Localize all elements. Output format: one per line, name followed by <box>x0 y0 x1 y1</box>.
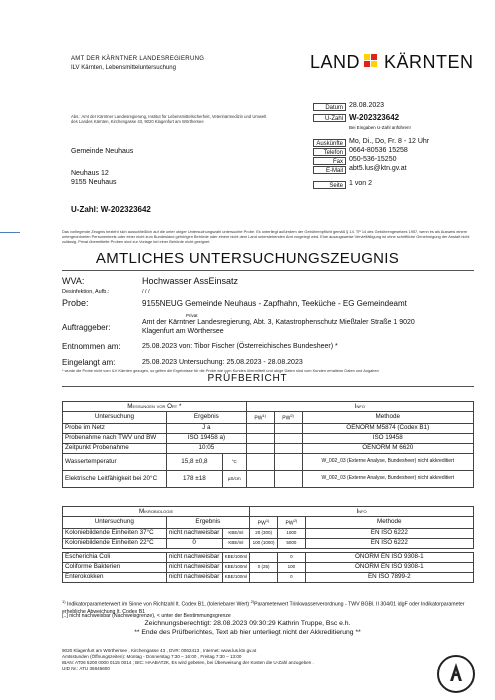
row-pw2: 5000 <box>278 538 306 548</box>
row-method: ÖNORM EN ISO 9308-1 <box>305 562 473 572</box>
row-method: ÖNORM EN ISO 9308-1 <box>305 552 473 562</box>
messungen-group-header: Messungen vor Ort * <box>63 402 247 412</box>
document-title: AMTLICHES UNTERSUCHUNGSZEUGNIS <box>95 250 400 267</box>
accreditation-seal-icon <box>437 655 475 693</box>
col-pw2: PW$^{2)}$ <box>274 412 302 424</box>
entnommen-label: Entnommen am: <box>62 342 121 351</box>
row-unit: °C <box>222 453 246 470</box>
table-row <box>63 562 474 572</box>
desinfektion-value: / / / <box>142 289 150 295</box>
row-result: nicht nachweisbar <box>166 552 222 562</box>
messungen-table <box>62 401 474 488</box>
row-result: J a <box>166 423 246 433</box>
row-pw1 <box>250 552 278 562</box>
row-method: W_002_03 (Externe Analyse, Bundesheer) nicht akkreditiert <box>302 453 473 470</box>
row-name: Elektrische Leitfähigkeit bei 20°C <box>63 470 167 487</box>
auftraggeber-label: Auftraggeber: <box>62 323 111 332</box>
row-unit: KBE/100ml <box>222 572 250 582</box>
row-name: Probenahme nach TWV und BW <box>63 433 167 443</box>
row-result: nicht nachweisbar <box>166 528 222 538</box>
entnommen-value: 25.08.2023 von: Tibor Fischer (Österreichisches Bundesheer) * <box>142 343 338 350</box>
row-result: nicht nachweisbar <box>166 562 222 572</box>
table-row <box>63 538 474 548</box>
pruefbericht-divider <box>62 386 474 387</box>
land-kaernten-logo-icon <box>364 54 380 70</box>
logo-land: LAND <box>310 52 361 72</box>
col-ergebnis: Ergebnis <box>166 517 249 529</box>
row-pw1: 20 (300) <box>250 528 278 538</box>
mikro-info-header: Info <box>250 507 474 517</box>
meta-footnote: * wurde die Probe nicht vom ILV Kärnten gezogen, so gelten die Ergebnisse für die Probe wie vom Kunden übermittelt und obige Daten sind vom Kunden erhaltene Daten und Angaben <box>62 368 379 373</box>
footer-hours: Amtsstunden (Öffnungszeiten): Montag - Donnerstag 7:30 – 16:00 , Freitag 7:30 – 13:00 <box>62 654 242 659</box>
row-unit: KBE/100ml <box>222 562 250 572</box>
footer-uid: UID Nr.: ATU 36845600 <box>62 666 110 671</box>
row-name: Koloniebildende Einheiten 22°C <box>63 538 167 548</box>
row-pw1 <box>250 572 278 582</box>
row-pw1: 100 (1000) <box>250 538 278 548</box>
mikrobiologie-table <box>62 506 474 583</box>
disclaimer: Das vorliegende Zeugnis bezieht sich ausschließlich auf die unter obiger Untersuchungszahl untersuchte Probe. Es unterliegt außerdem der Gebührenpflicht gemäß § 14. TP 14 des Gebührengesetzes 1957, wenn es als Ausweis einem untergeordneten Personenkreis oder einer nicht zum Bundesland gehörigen Behörde oder einem nicht dem Land unterstehenden Amt vorgelegt wird. Eine auszugsweise Vervielfältigung ist ohne schriftliche Genehmigung der Anstalt nicht zulässig. Privat übermittelte Proben sind zur Vorlage bei einer Behörde nicht geeignet. <box>62 229 470 244</box>
row-method: W_002_03 (Externe Analyse, Bundesheer) nicht akkreditiert <box>302 470 473 487</box>
row-name: Probe im Netz <box>63 423 167 433</box>
authority-subtitle: ILV Kärnten, Lebensmitteluntersuchung <box>71 65 176 71</box>
col-methode: Methode <box>302 412 473 424</box>
logo-kaernten: KÄRNTEN <box>384 52 474 72</box>
table-row <box>63 423 474 433</box>
row-pw2: 0 <box>278 572 306 582</box>
row-name: Wassertemperatur <box>63 453 167 470</box>
recipient-street: Neuhaus 12 <box>71 170 109 177</box>
row-method: EN ISO 6222 <box>305 538 473 548</box>
auftraggeber-value: Amt der Kärntner Landesregierung, Abt. 3, Katastrophenschutz Mießtaler Straße 1 9020 <box>142 319 415 326</box>
table-row <box>63 443 474 453</box>
table-row <box>63 470 474 487</box>
col-untersuchung: Untersuchung <box>63 517 167 529</box>
probe-label: Probe: <box>62 298 89 308</box>
row-pw1: 0 (25) <box>250 562 278 572</box>
footer-address: 9020 Klagenfurt am Wörthersee , Kirchengasse 43 , DVR: 0062413 , Internet: www.lus.ktn.gv.at <box>62 648 257 653</box>
table-row <box>63 552 474 562</box>
col-untersuchung: Untersuchung <box>63 412 167 424</box>
auftraggeber-value-2: Klagenfurt am Wörthersee <box>142 328 224 335</box>
row-unit: KBE/ml <box>222 528 250 538</box>
row-method: ISO 19458 <box>302 433 473 443</box>
table-row <box>63 528 474 538</box>
table-row <box>63 433 474 443</box>
uzahl-heading: U-Zahl: W-202323642 <box>71 205 151 214</box>
row-method: EN ISO 7899-2 <box>305 572 473 582</box>
col-pw1: PW$^{1)}$ <box>250 517 278 529</box>
row-name: Escherichia Coli <box>63 552 167 562</box>
row-pw2: 100 <box>278 562 306 572</box>
footer-bank: IBAN: AT06 5200 0000 0115 0014 ; BIC: HAABAT2K, Es wird gebeten, bei Überweisung der Kosten die U-Zahl anzugeben . <box>62 660 314 665</box>
row-unit: µS/cm <box>222 470 246 487</box>
row-result: ISO 19458 a) <box>166 433 246 443</box>
messungen-info-header: Info <box>246 402 473 412</box>
table-row <box>63 453 474 470</box>
row-name: Zeitpunkt Probenahme <box>63 443 167 453</box>
row-method: OENORM M5874 (Codex B1) <box>302 423 473 433</box>
row-result: 0 <box>166 538 222 548</box>
eingelangt-label: Eingelangt am: <box>62 358 116 367</box>
row-unit: KBE/100ml <box>222 552 250 562</box>
row-unit: KBE/ml <box>222 538 250 548</box>
authority-name: AMT DER KÄRNTNER LANDESREGIERUNG <box>71 56 205 62</box>
signature-line: Zeichnungsberechtigt: 28.08.2023 09:30:29 Kathrin Truppe, Bsc e.h. <box>144 620 351 627</box>
wva-label: WVA: <box>62 276 85 286</box>
recipient-city: 9155 Neuhaus <box>71 179 117 186</box>
eingelangt-value: 25.08.2023 Untersuchung: 25.08.2023 - 28.08.2023 <box>142 359 303 366</box>
col-methode: Methode <box>305 517 473 529</box>
notes-legend: $^{1)}$ Indikatorparameterwert im Sinne von Richtzahl lt. Codex B1, (toleriebarer Wert) $^{2)}$Parameterwert Trinkwasserverordnung - TWV BGBl. II 304/01 idgF oder Indikatorparameter erhebliche Abweichung lt. Codex B1 <box>62 599 465 615</box>
row-name: Koloniebildende Einheiten 37°C <box>63 528 167 538</box>
row-result: 10:05 <box>166 443 246 453</box>
report-end: ** Ende des Prüfberichtes, Text ab hier unterliegt nicht der Akkreditierung ** <box>134 629 361 636</box>
row-result: nicht nachweisbar <box>166 572 222 582</box>
pruefbericht-heading: PRÜFBERICHT <box>207 373 288 384</box>
probe-value: 9155NEUG Gemeinde Neuhaus - Zapfhahn, Teeküche - EG Gemeindeamt <box>142 299 407 308</box>
col-pw2: PW$^{2)}$ <box>278 517 306 529</box>
wva-value: Hochwasser AssEinsatz <box>142 276 239 286</box>
sender-line: Abs.: Amt der Kärntner Landesregierung, Institut für Lebensmittelsicherheit, Veterinärmedizin und Umwelt des Landes Kärnten, Kirchengasse 43, 9020 Klagenfurt am Wörthersee <box>71 114 267 124</box>
row-method: EN ISO 6222 <box>305 528 473 538</box>
footer <box>62 648 314 672</box>
title-divider <box>62 270 474 271</box>
uzahl-note: Bei Eingaben U-Zahl anführen! <box>349 125 411 130</box>
recipient-name: Gemeinde Neuhaus <box>71 148 134 155</box>
row-result: 15,8 ±0,8 <box>166 453 222 470</box>
fold-mark <box>0 232 20 233</box>
row-pw2: 0 <box>278 552 306 562</box>
row-pw2: 1000 <box>278 528 306 538</box>
row-result: 178 ±18 <box>166 470 222 487</box>
col-ergebnis: Ergebnis <box>166 412 246 424</box>
table-row <box>63 572 474 582</box>
row-name: Coliforme Bakterien <box>63 562 167 572</box>
desinfektion-label: Desinfektion, Aufb.: <box>62 289 110 295</box>
row-name: Enterokokken <box>63 572 167 582</box>
row-method: OENORM M 6620 <box>302 443 473 453</box>
privat-label: Privat <box>186 313 198 318</box>
col-pw1: PW$^{1)}$ <box>246 412 274 424</box>
mikro-group-header: Mikrobiologie <box>63 507 250 517</box>
notes-detection-limit: [..] nicht nachweisbar (Nachweisgrenze), < unter der Bestimmungsgrenze <box>62 613 231 619</box>
